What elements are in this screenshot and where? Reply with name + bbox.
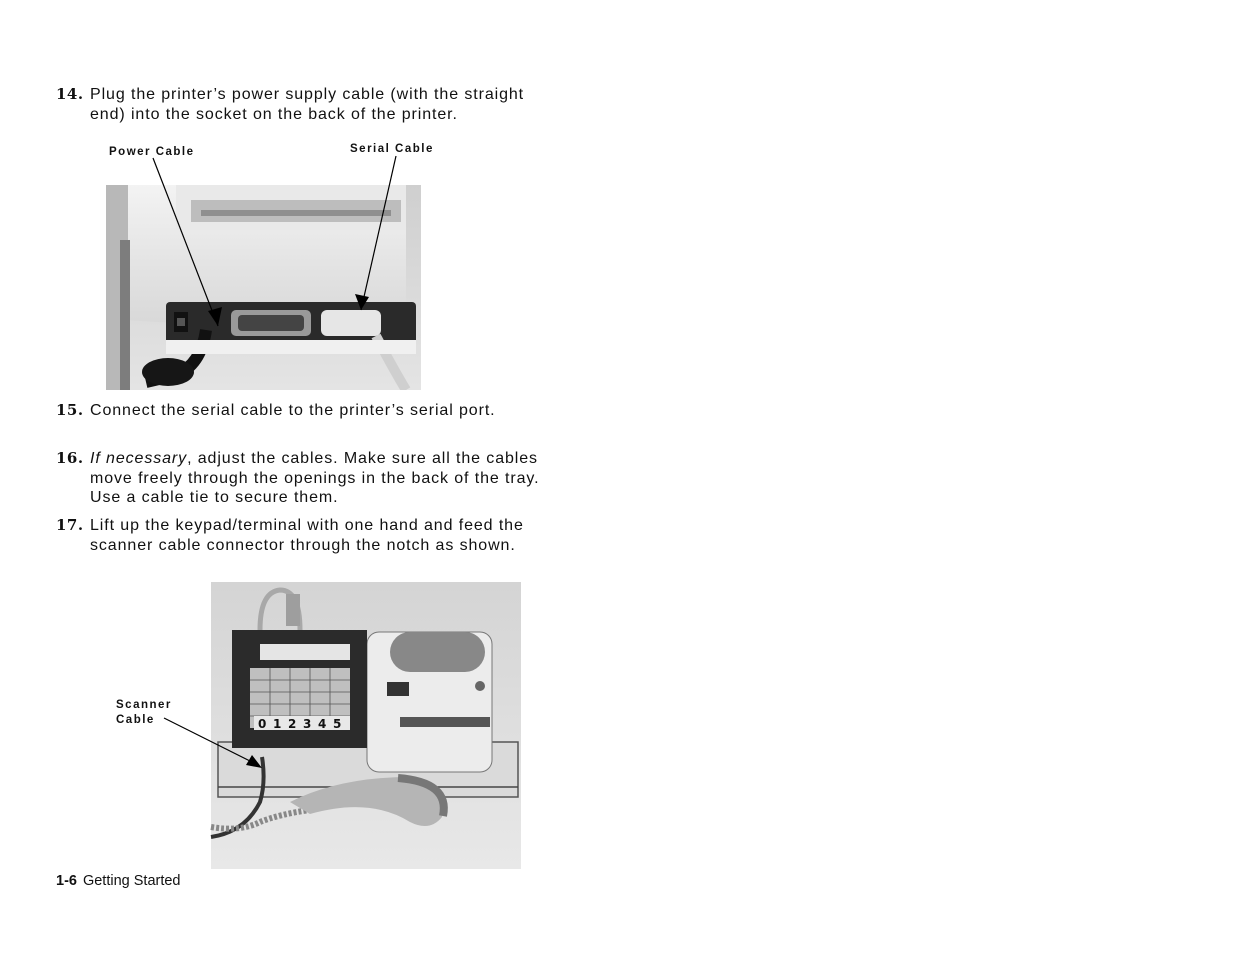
keypad-key: 0 xyxy=(258,717,267,731)
keypad-key: 4 xyxy=(318,717,327,731)
step-15 xyxy=(56,401,546,421)
step-text-italic: If necessary xyxy=(90,450,188,467)
step-text: Lift up the keypad/terminal with one hand and feed the scanner cable connector through the notch as shown. xyxy=(90,517,524,554)
step-number: 15. xyxy=(56,401,84,419)
step-text: Plug the printer’s power supply cable (with the straight end) into the socket on the back of the printer. xyxy=(90,86,525,123)
step-number: 17. xyxy=(56,516,84,534)
page-number: 1-6 xyxy=(56,873,77,889)
printer-back-photo xyxy=(106,150,422,390)
step-17 xyxy=(56,516,546,555)
serial-cable-label: Serial Cable xyxy=(350,143,434,155)
step-text: , adjust the cables. Make sure all the cables move freely through the openings in the back of the tray. Use a cable tie to secure them. xyxy=(90,450,540,506)
scanner-label-line1: Scanner xyxy=(116,699,172,711)
power-cable-label: Power Cable xyxy=(109,146,195,158)
step-text: Connect the serial cable to the printer’s serial port. xyxy=(90,402,496,419)
section-title: Getting Started xyxy=(82,873,181,889)
scanner-label-line2: Cable xyxy=(116,714,155,726)
step-16 xyxy=(56,449,546,508)
keypad-key: 5 xyxy=(333,717,342,731)
keypad-key: 1 xyxy=(273,717,282,731)
step-text-wrap xyxy=(90,449,546,508)
terminal-scanner-photo xyxy=(150,582,522,870)
step-number: 14. xyxy=(56,85,84,103)
page-footer xyxy=(56,873,181,889)
step-14 xyxy=(56,85,546,124)
keypad-key: 2 xyxy=(288,717,297,731)
keypad-key: 3 xyxy=(303,717,312,731)
step-number: 16. xyxy=(56,449,84,467)
